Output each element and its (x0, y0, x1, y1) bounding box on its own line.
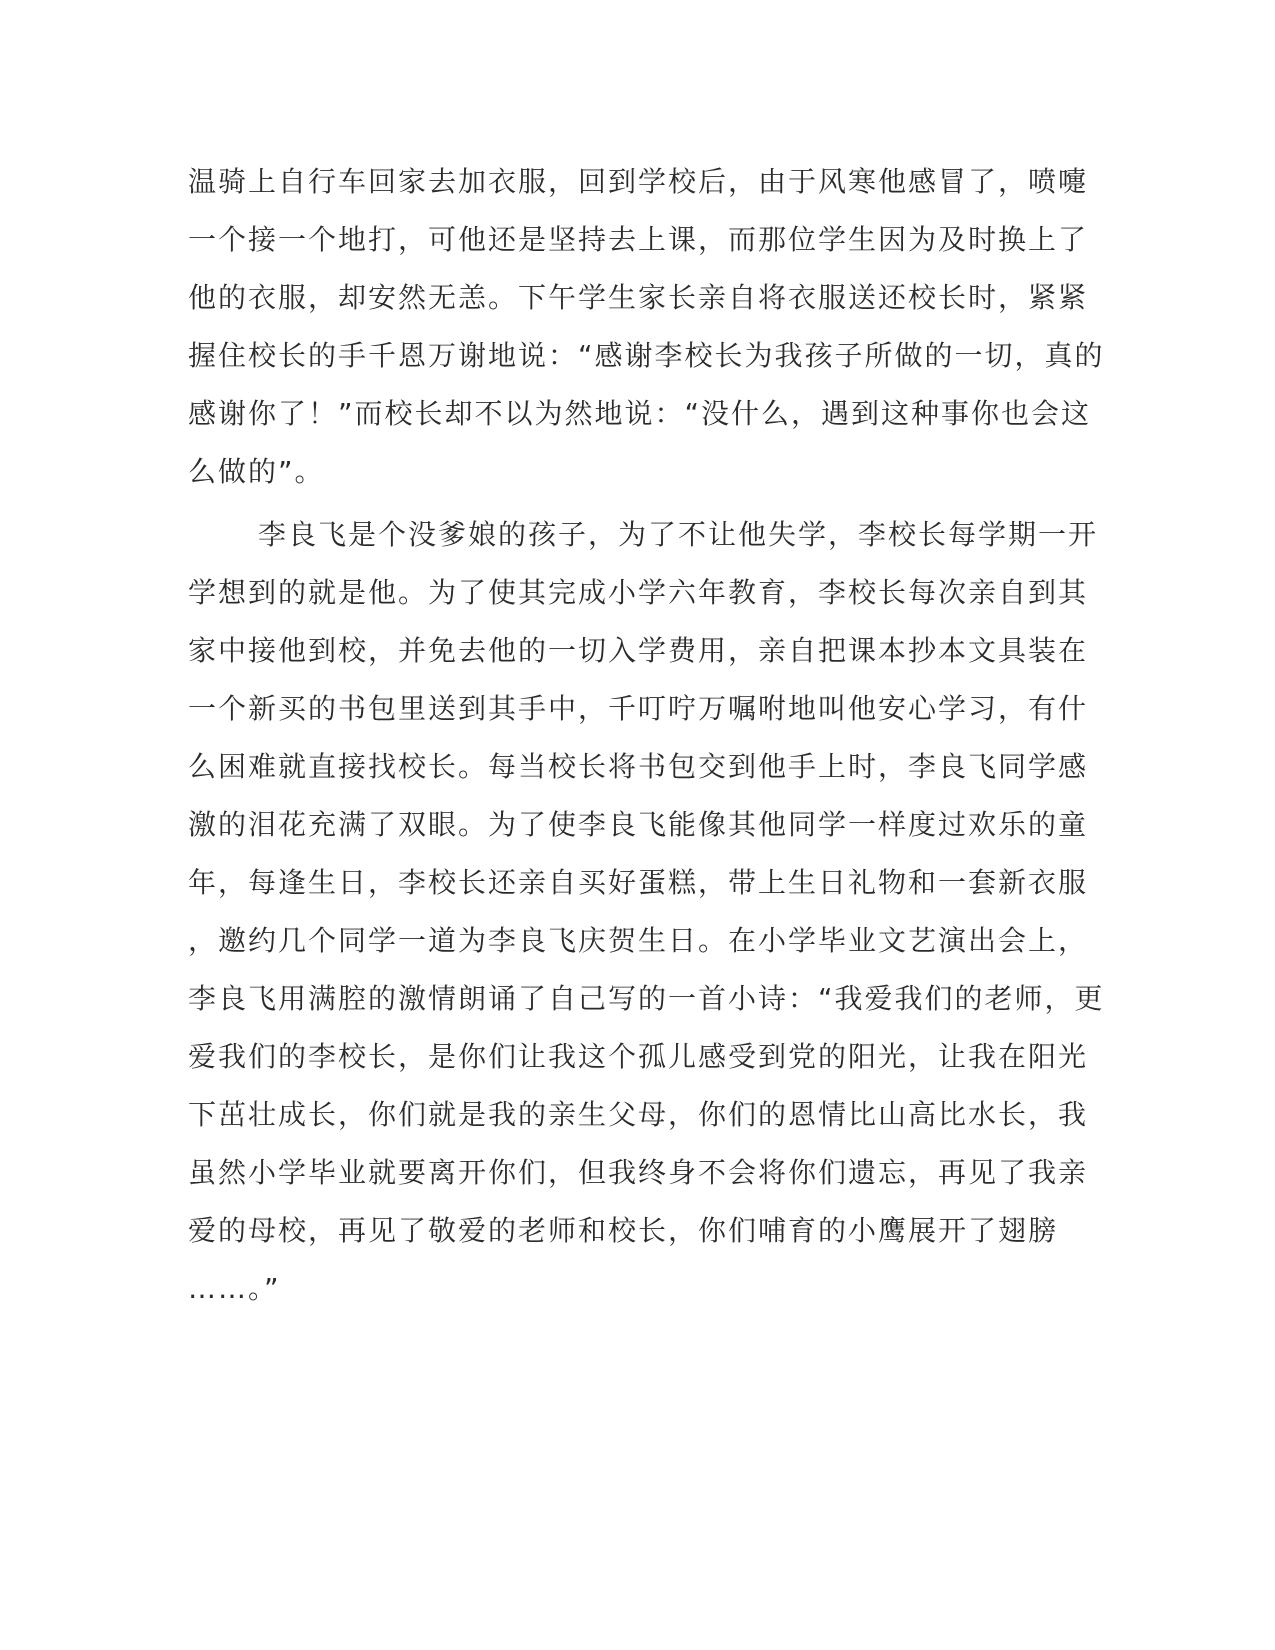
paragraph-2-line-2: 学想到的就是他。为了使其完成小学六年教育，李校长每次亲自到其 (188, 576, 1089, 609)
paragraph-2-line-7: 年，每逢生日，李校长还亲自买好蛋糕，带上生日礼物和一套新衣服 (188, 866, 1089, 899)
paragraph-2-line-3: 家中接他到校，并免去他的一切入学费用，亲自把课本抄本文具装在 (188, 634, 1089, 667)
paragraph-2-line-8: ，邀约几个同学一道为李良飞庆贺生日。在小学毕业文艺演出会上， (188, 924, 1089, 957)
paragraph-2-line-5: 么困难就直接找校长。每当校长将书包交到他手上时，李良飞同学感 (188, 750, 1089, 783)
paragraph-1-line-4: 握住校长的手千恩万谢地说：“感谢李校长为我孩子所做的一切，真的 (188, 339, 1105, 372)
paragraph-1-line-2: 一个接一个地打，可他还是坚持去上课，而那位学生因为及时换上了 (188, 223, 1089, 256)
paragraph-1-line-3: 他的衣服，却安然无恙。下午学生家长亲自将衣服送还校长时，紧紧 (188, 281, 1089, 314)
paragraph-2-line-12: 虽然小学毕业就要离开你们，但我终身不会将你们遗忘，再见了我亲 (188, 1156, 1089, 1189)
paragraph-2-line-9: 李良飞用满腔的激情朗诵了自己写的一首小诗：“我爱我们的老师，更 (188, 982, 1105, 1015)
paragraph-1-line-1: 温骑上自行车回家去加衣服，回到学校后，由于风寒他感冒了，喷嚏 (188, 165, 1089, 198)
paragraph-2-line-4: 一个新买的书包里送到其手中，千叮咛万嘱咐地叫他安心学习，有什 (188, 692, 1089, 725)
paragraph-2-line-6: 激的泪花充满了双眼。为了使李良飞能像其他同学一样度过欢乐的童 (188, 808, 1089, 841)
paragraph-2-line-11: 下茁壮成长，你们就是我的亲生父母，你们的恩情比山高比水长，我 (188, 1098, 1089, 1131)
paragraph-2-line-1: 李良飞是个没爹娘的孩子，为了不让他失学，李校长每学期一开 (258, 518, 1099, 551)
paragraph-1-line-6: 么做的”。 (188, 455, 325, 488)
paragraph-1-line-5: 感谢你了！”而校长却不以为然地说：“没什么，遇到这种事你也会这 (188, 397, 1092, 430)
paragraph-2-line-14: ……。” (188, 1272, 281, 1305)
paragraph-2-line-13: 爱的母校，再见了敬爱的老师和校长，你们哺育的小鹰展开了翅膀 (188, 1214, 1059, 1247)
paragraph-2-line-10: 爱我们的李校长，是你们让我这个孤儿感受到党的阳光，让我在阳光 (188, 1040, 1089, 1073)
